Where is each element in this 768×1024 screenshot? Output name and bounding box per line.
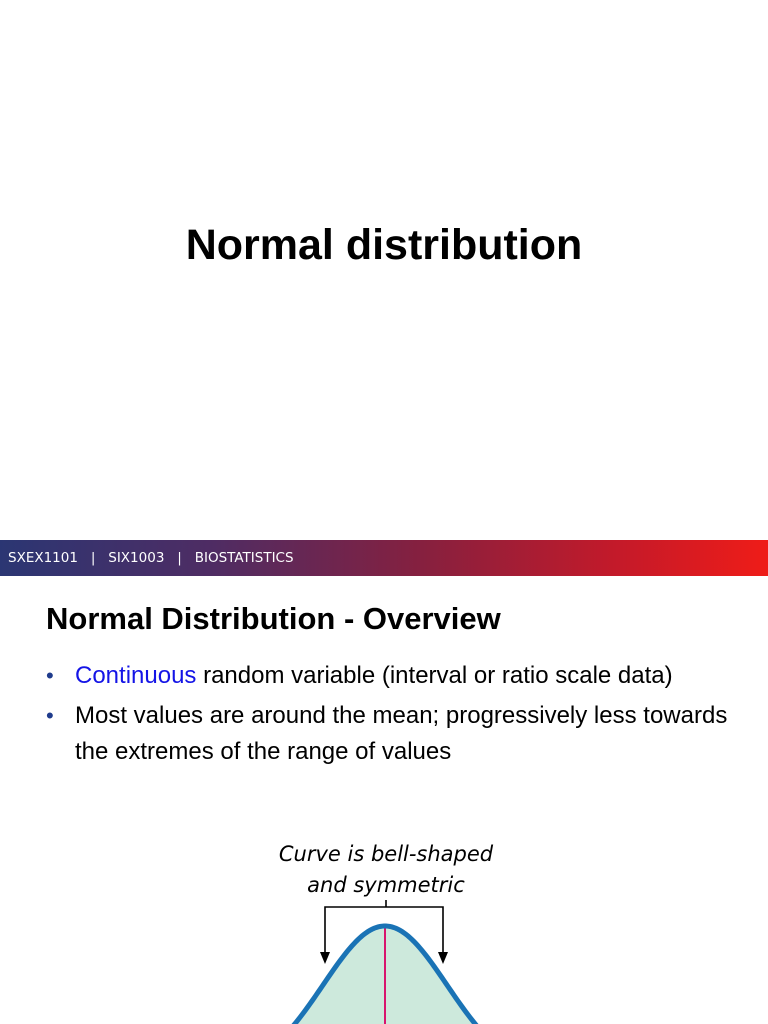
section-title: Normal Distribution - Overview [46, 601, 501, 636]
annotation-line-1: Curve is bell-shaped [278, 842, 494, 866]
bell-curve-figure [0, 830, 768, 1024]
bullet-item [46, 658, 746, 694]
highlight-term: Continuous [75, 662, 197, 689]
annotation-line-2: and symmetric [307, 873, 465, 897]
right-arrow-icon [438, 952, 448, 964]
bullet-text: random variable (interval or ratio scale data) [196, 662, 673, 689]
left-arrow-icon [320, 952, 330, 964]
bell-curve-svg [0, 830, 768, 1024]
banner-text: SXEX1101 | SIX1003 | BIOSTATISTICS [8, 550, 294, 566]
slide-title: Normal distribution [185, 221, 583, 269]
bullet-icon: • [46, 703, 54, 728]
bullet-text: Most values are around the mean; progressively less towards the extremes of the range of values [75, 702, 728, 765]
bullet-list [46, 658, 746, 774]
bullet-icon: • [46, 663, 54, 688]
course-banner [0, 540, 768, 576]
bullet-item [46, 698, 746, 770]
